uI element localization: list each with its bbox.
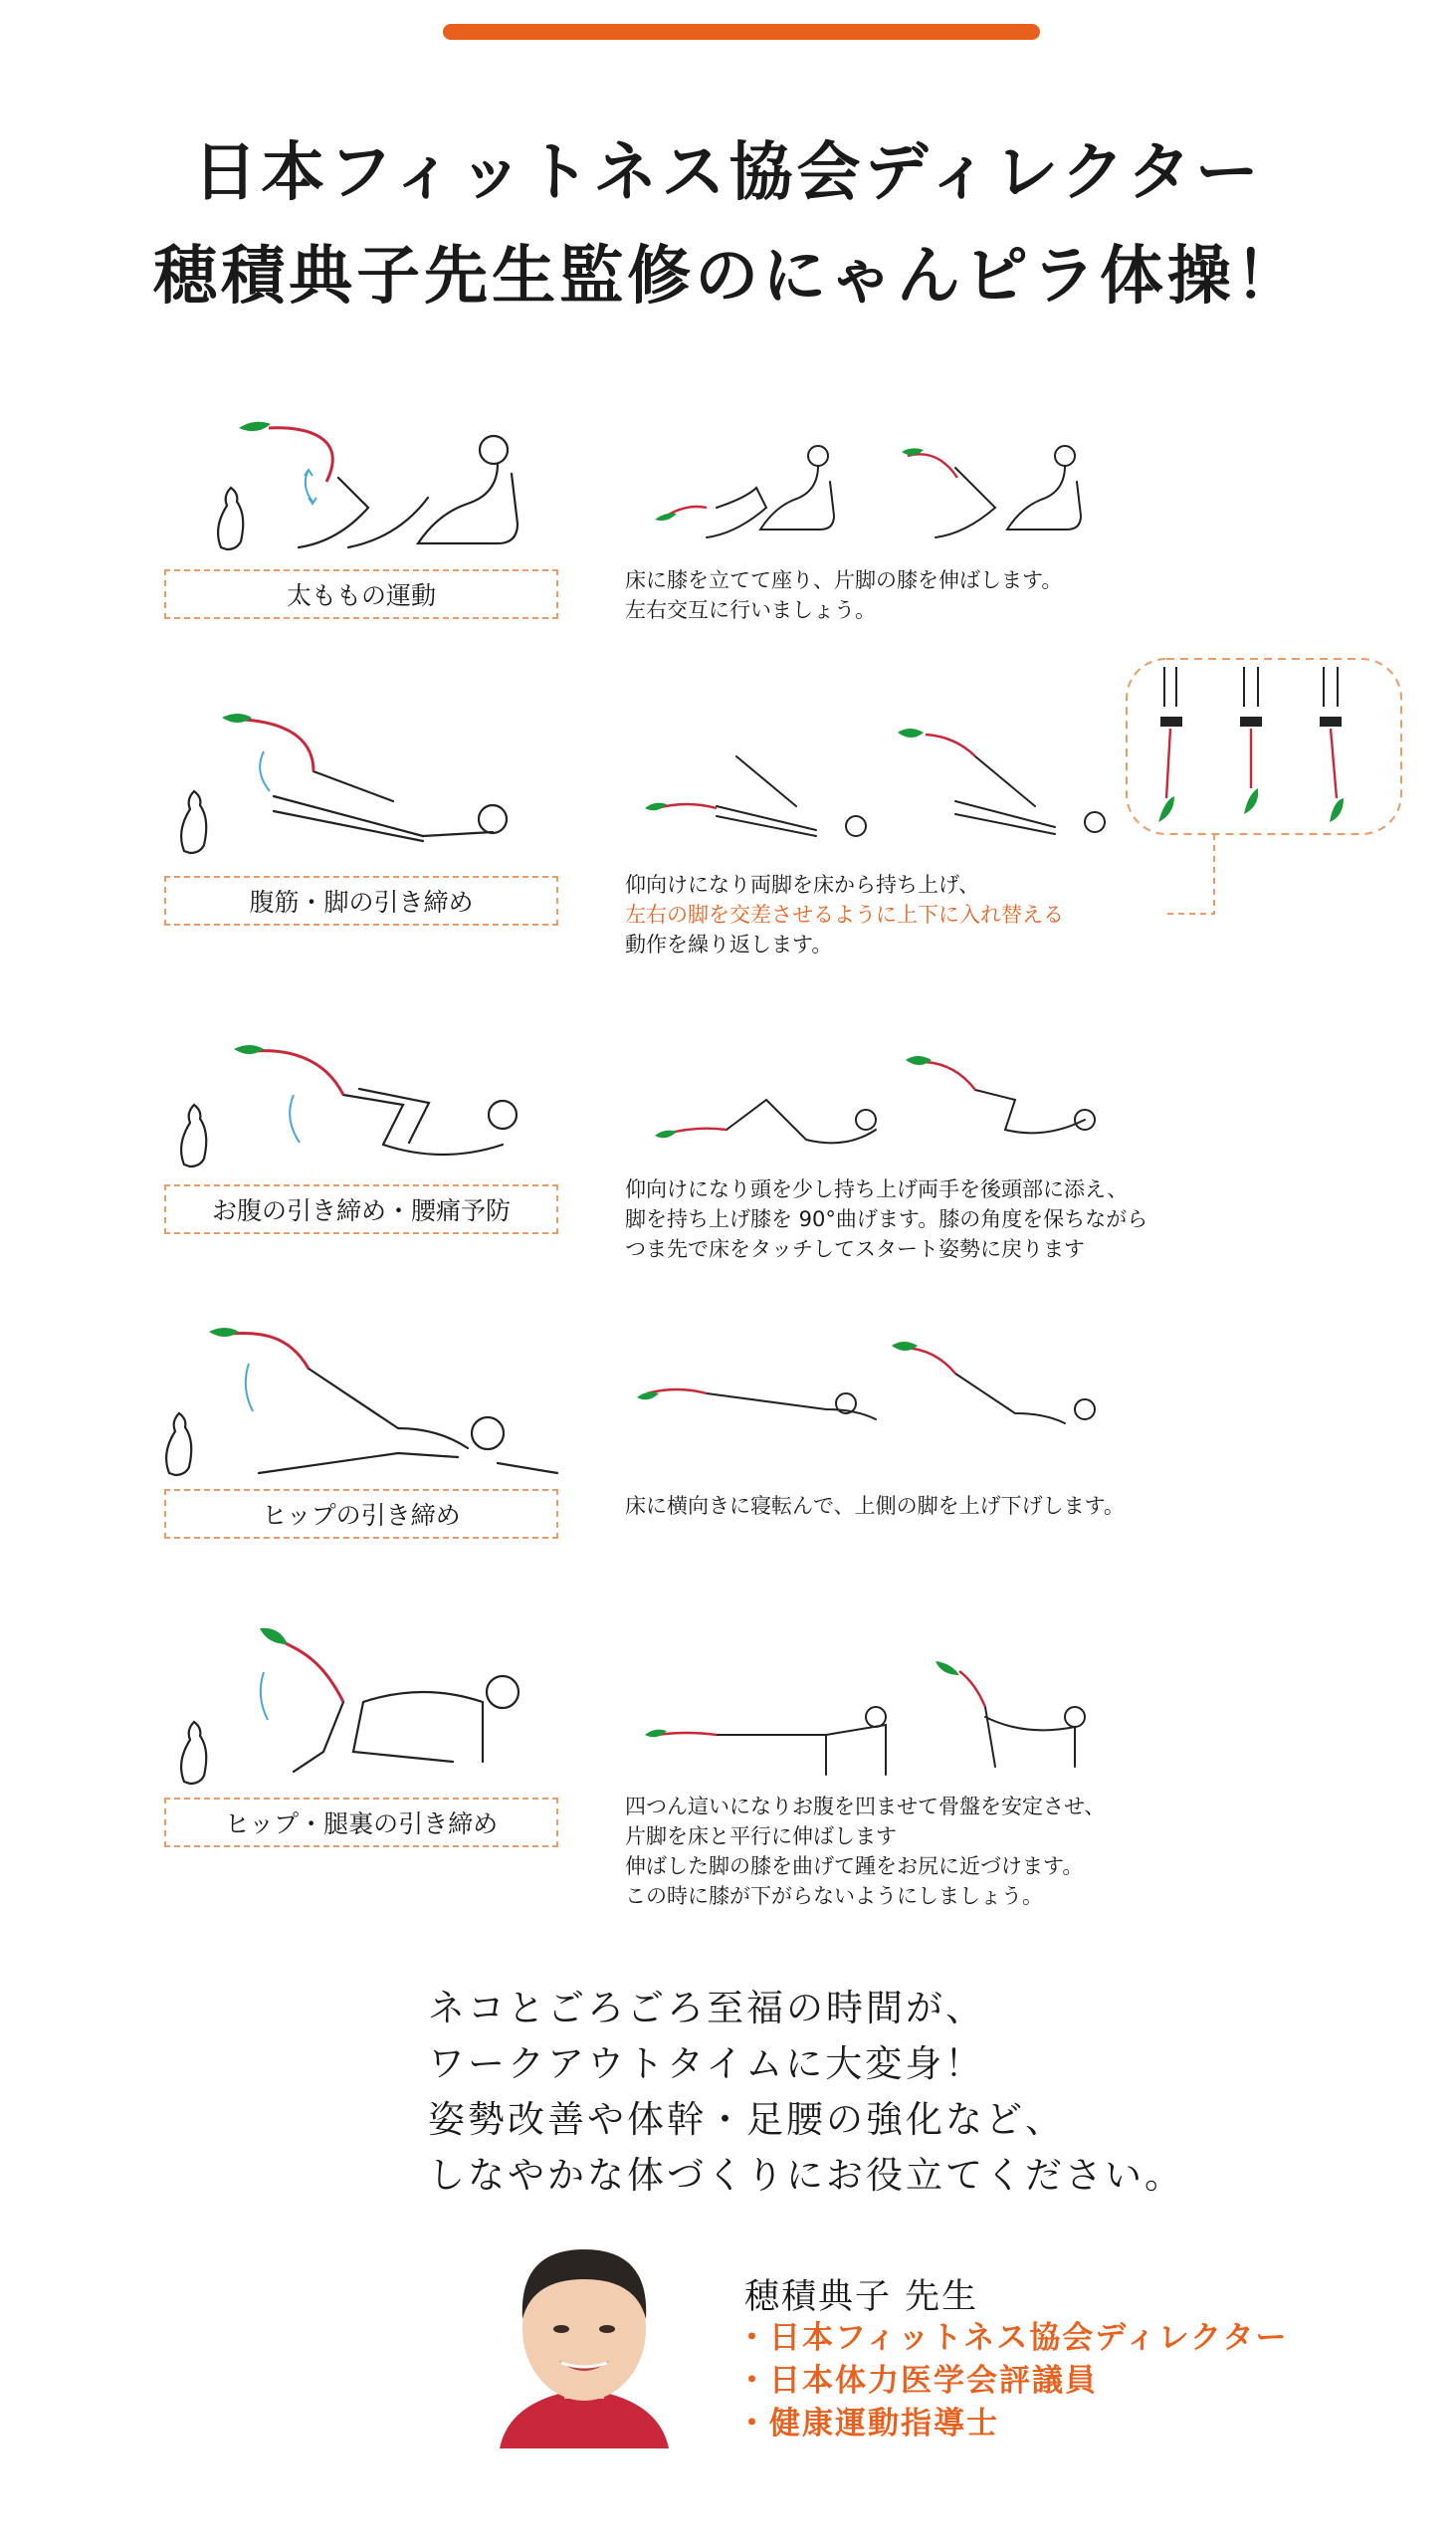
- desc-line: 床に膝を立てて座り、片脚の膝を伸ばします。: [625, 568, 1063, 592]
- top-accent-bar: [443, 24, 1040, 40]
- page-title: [0, 121, 1456, 328]
- abs-step-illustrations: [637, 717, 1135, 846]
- desc-line: 床に横向きに寝転んで、上側の脚を上げ下げします。: [625, 1494, 1125, 1518]
- desc-line: 動作を繰り返します。: [625, 933, 833, 956]
- exercise-label: お腹の引き締め・腰痛予防: [164, 1184, 558, 1234]
- closing-message: [428, 1981, 1184, 2204]
- hamstring-step-illustrations: [637, 1657, 1115, 1787]
- exercise-description: [625, 1792, 1105, 1911]
- thigh-step-illustrations: [647, 438, 1105, 547]
- exercise-description: [625, 565, 1062, 625]
- instructor-credentials: [736, 2317, 1289, 2445]
- callout-connector: [1164, 834, 1224, 918]
- leg-crossing-detail-callout: [1125, 657, 1403, 836]
- hamstring-main-illustration: [164, 1622, 542, 1792]
- credential-item: ・日本フィットネス協会ディレクター: [736, 2320, 1289, 2356]
- exercise-description: [625, 1491, 1125, 1521]
- desc-line: この時に膝が下がらないようにしましょう。: [625, 1884, 1043, 1908]
- closing-line: 姿勢改善や体幹・足腰の強化など、: [428, 2098, 1065, 2141]
- closing-line: しなやかな体づくりにお役立てください。: [428, 2154, 1184, 2197]
- desc-line: 仰向けになり頭を少し持ち上げ両手を後頭部に添え、: [625, 1177, 1129, 1201]
- hip-main-illustration: [149, 1324, 577, 1483]
- belly-step-illustrations: [647, 1050, 1125, 1169]
- credential-item: ・健康運動指導士: [736, 2406, 999, 2442]
- desc-line: 仰向けになり両脚を床から持ち上げ、: [625, 873, 980, 897]
- desc-line: 伸ばした脚の膝を曲げて踵をお尻に近づけます。: [625, 1854, 1084, 1878]
- thigh-main-illustration: [199, 418, 537, 557]
- closing-line: ワークアウトタイムに大変身！: [428, 2042, 985, 2085]
- exercise-label: ヒップの引き締め: [164, 1489, 558, 1539]
- belly-main-illustration: [164, 1035, 542, 1184]
- title-line-1: 日本フィットネス協会ディレクター: [193, 136, 1263, 210]
- desc-highlight-line: 左右の脚を交差させるように上下に入れ替える: [625, 903, 1064, 927]
- exercise-description: [625, 1174, 1147, 1264]
- closing-line: ネコとごろごろ至福の時間が、: [428, 1987, 985, 2029]
- exercise-label: ヒップ・腿裏の引き締め: [164, 1798, 558, 1847]
- desc-line: 脚を持ち上げ膝を 90°曲げます。膝の角度を保ちながら: [625, 1207, 1148, 1231]
- desc-line: 片脚を床と平行に伸ばします: [625, 1824, 897, 1848]
- hip-step-illustrations: [637, 1334, 1115, 1453]
- abs-main-illustration: [164, 702, 542, 861]
- exercise-description: [625, 870, 1064, 959]
- instructor-portrait: [490, 2230, 679, 2448]
- credential-item: ・日本体力医学会評議員: [736, 2363, 1098, 2399]
- instructor-name: 穂積典子 先生: [744, 2277, 979, 2317]
- exercise-label: 腹筋・脚の引き締め: [164, 876, 558, 926]
- desc-line: つま先で床をタッチしてスタート姿勢に戻ります: [625, 1237, 1085, 1261]
- desc-line: 四つん這いになりお腹を凹ませて骨盤を安定させ、: [625, 1795, 1106, 1818]
- exercise-label: 太ももの運動: [164, 569, 558, 619]
- desc-line: 左右交互に行いましょう。: [625, 598, 876, 622]
- title-line-2: 穂積典子先生監修のにゃんピラ体操！: [153, 240, 1303, 314]
